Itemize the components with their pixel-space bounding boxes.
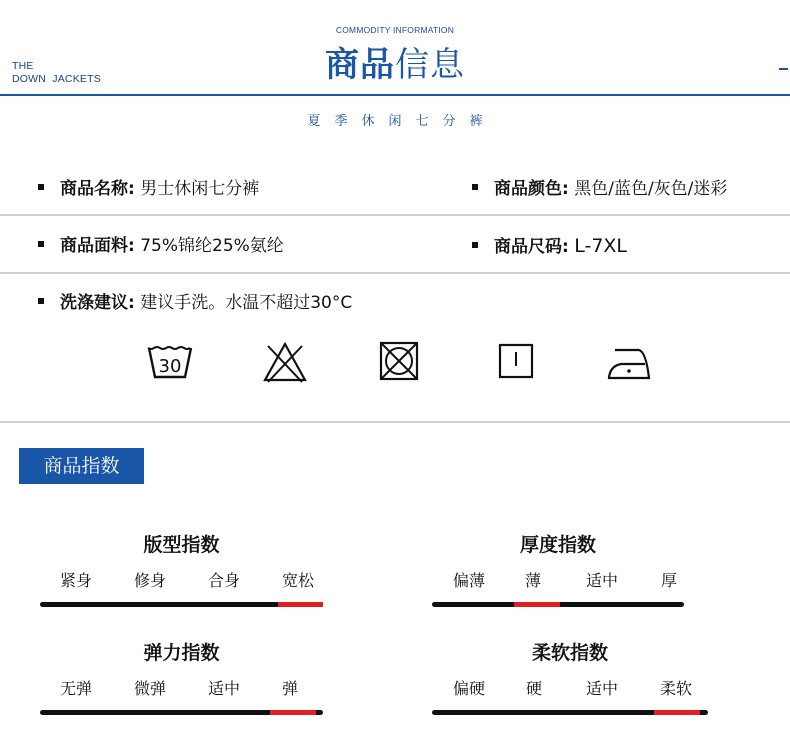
spec-value: 男士休闲七分裤 <box>140 179 260 199</box>
gauge-option: 薄 <box>524 571 542 590</box>
bullet-icon <box>38 184 44 190</box>
no-bleach-icon <box>262 340 308 384</box>
page-title <box>0 42 790 88</box>
bullet-icon <box>38 298 44 304</box>
gauge-option: 适中 <box>585 679 619 698</box>
fit-index-gauge <box>40 532 323 622</box>
header-dash <box>779 68 788 70</box>
spec-product-name <box>38 177 259 201</box>
iron-low-icon <box>605 340 655 380</box>
gauge-option: 微弹 <box>133 679 167 698</box>
gauge-option: 修身 <box>133 571 167 590</box>
bullet-icon <box>38 241 44 247</box>
gauge-option: 硬 <box>525 679 543 698</box>
brand-line-1: THE <box>12 60 34 72</box>
gauge-option: 合身 <box>207 571 241 590</box>
gauge-option: 厚 <box>660 571 678 590</box>
gauge-option: 宽松 <box>281 571 315 590</box>
gauge-option: 偏薄 <box>452 571 486 590</box>
gauge-option: 适中 <box>585 571 619 590</box>
gauge-title: 版型指数 <box>143 534 220 556</box>
gauge-selected-marker <box>278 602 323 607</box>
commodity-info-en: COMMODITY INFORMATION <box>335 25 455 35</box>
gauge-title: 厚度指数 <box>519 534 596 556</box>
wash-30-icon <box>145 340 195 380</box>
divider <box>0 421 790 423</box>
header-divider <box>0 94 790 96</box>
gauge-option: 紧身 <box>59 571 93 590</box>
gauge-title: 柔软指数 <box>531 642 608 664</box>
stretch-index-gauge <box>40 640 323 730</box>
wash-temp-label: 30 <box>158 356 182 377</box>
spec-value: 建议手洗。水温不超过30°C <box>140 293 353 313</box>
gauge-option: 偏硬 <box>452 679 486 698</box>
gauge-selected-marker <box>654 710 700 715</box>
spec-product-size <box>472 234 627 259</box>
spec-value: L-7XL <box>574 235 628 257</box>
spec-product-color <box>472 177 727 201</box>
spec-label: 商品面料: <box>60 236 135 256</box>
spec-wash-advice <box>38 291 352 315</box>
spec-label: 商品尺码: <box>494 237 569 257</box>
spec-value: 75%锦纶25%氨纶 <box>140 236 284 256</box>
care-icons <box>140 340 680 400</box>
gauge-option: 无弹 <box>59 679 93 698</box>
title-light: 信息 <box>395 45 465 85</box>
title-bold: 商品 <box>325 45 395 85</box>
gauge-option: 柔软 <box>659 679 693 698</box>
product-subtitle: 夏季休闲七分裤 <box>307 114 497 129</box>
header <box>0 0 790 97</box>
bullet-icon <box>472 184 478 190</box>
gauge-option: 适中 <box>207 679 241 698</box>
gauge-title: 弹力指数 <box>143 642 220 664</box>
spec-label: 商品名称: <box>60 179 135 199</box>
spec-label: 商品颜色: <box>494 179 569 199</box>
divider <box>0 214 790 216</box>
divider <box>0 272 790 274</box>
thickness-index-gauge <box>432 532 684 622</box>
no-tumble-dry-icon <box>378 340 420 382</box>
softness-index-gauge <box>432 640 708 730</box>
spec-label: 洗涤建议: <box>60 293 135 313</box>
brand-line-2: DOWN JACKETS <box>12 73 101 85</box>
gauge-option: 弹 <box>281 679 299 698</box>
gauge-selected-marker <box>270 710 316 715</box>
gauge-selected-marker <box>514 602 560 607</box>
product-index-tab: 商品指数 <box>19 448 144 484</box>
bullet-icon <box>472 242 478 248</box>
spec-product-fabric <box>38 234 284 258</box>
line-dry-icon <box>496 340 536 380</box>
spec-value: 黑色/蓝色/灰色/迷彩 <box>574 179 728 199</box>
